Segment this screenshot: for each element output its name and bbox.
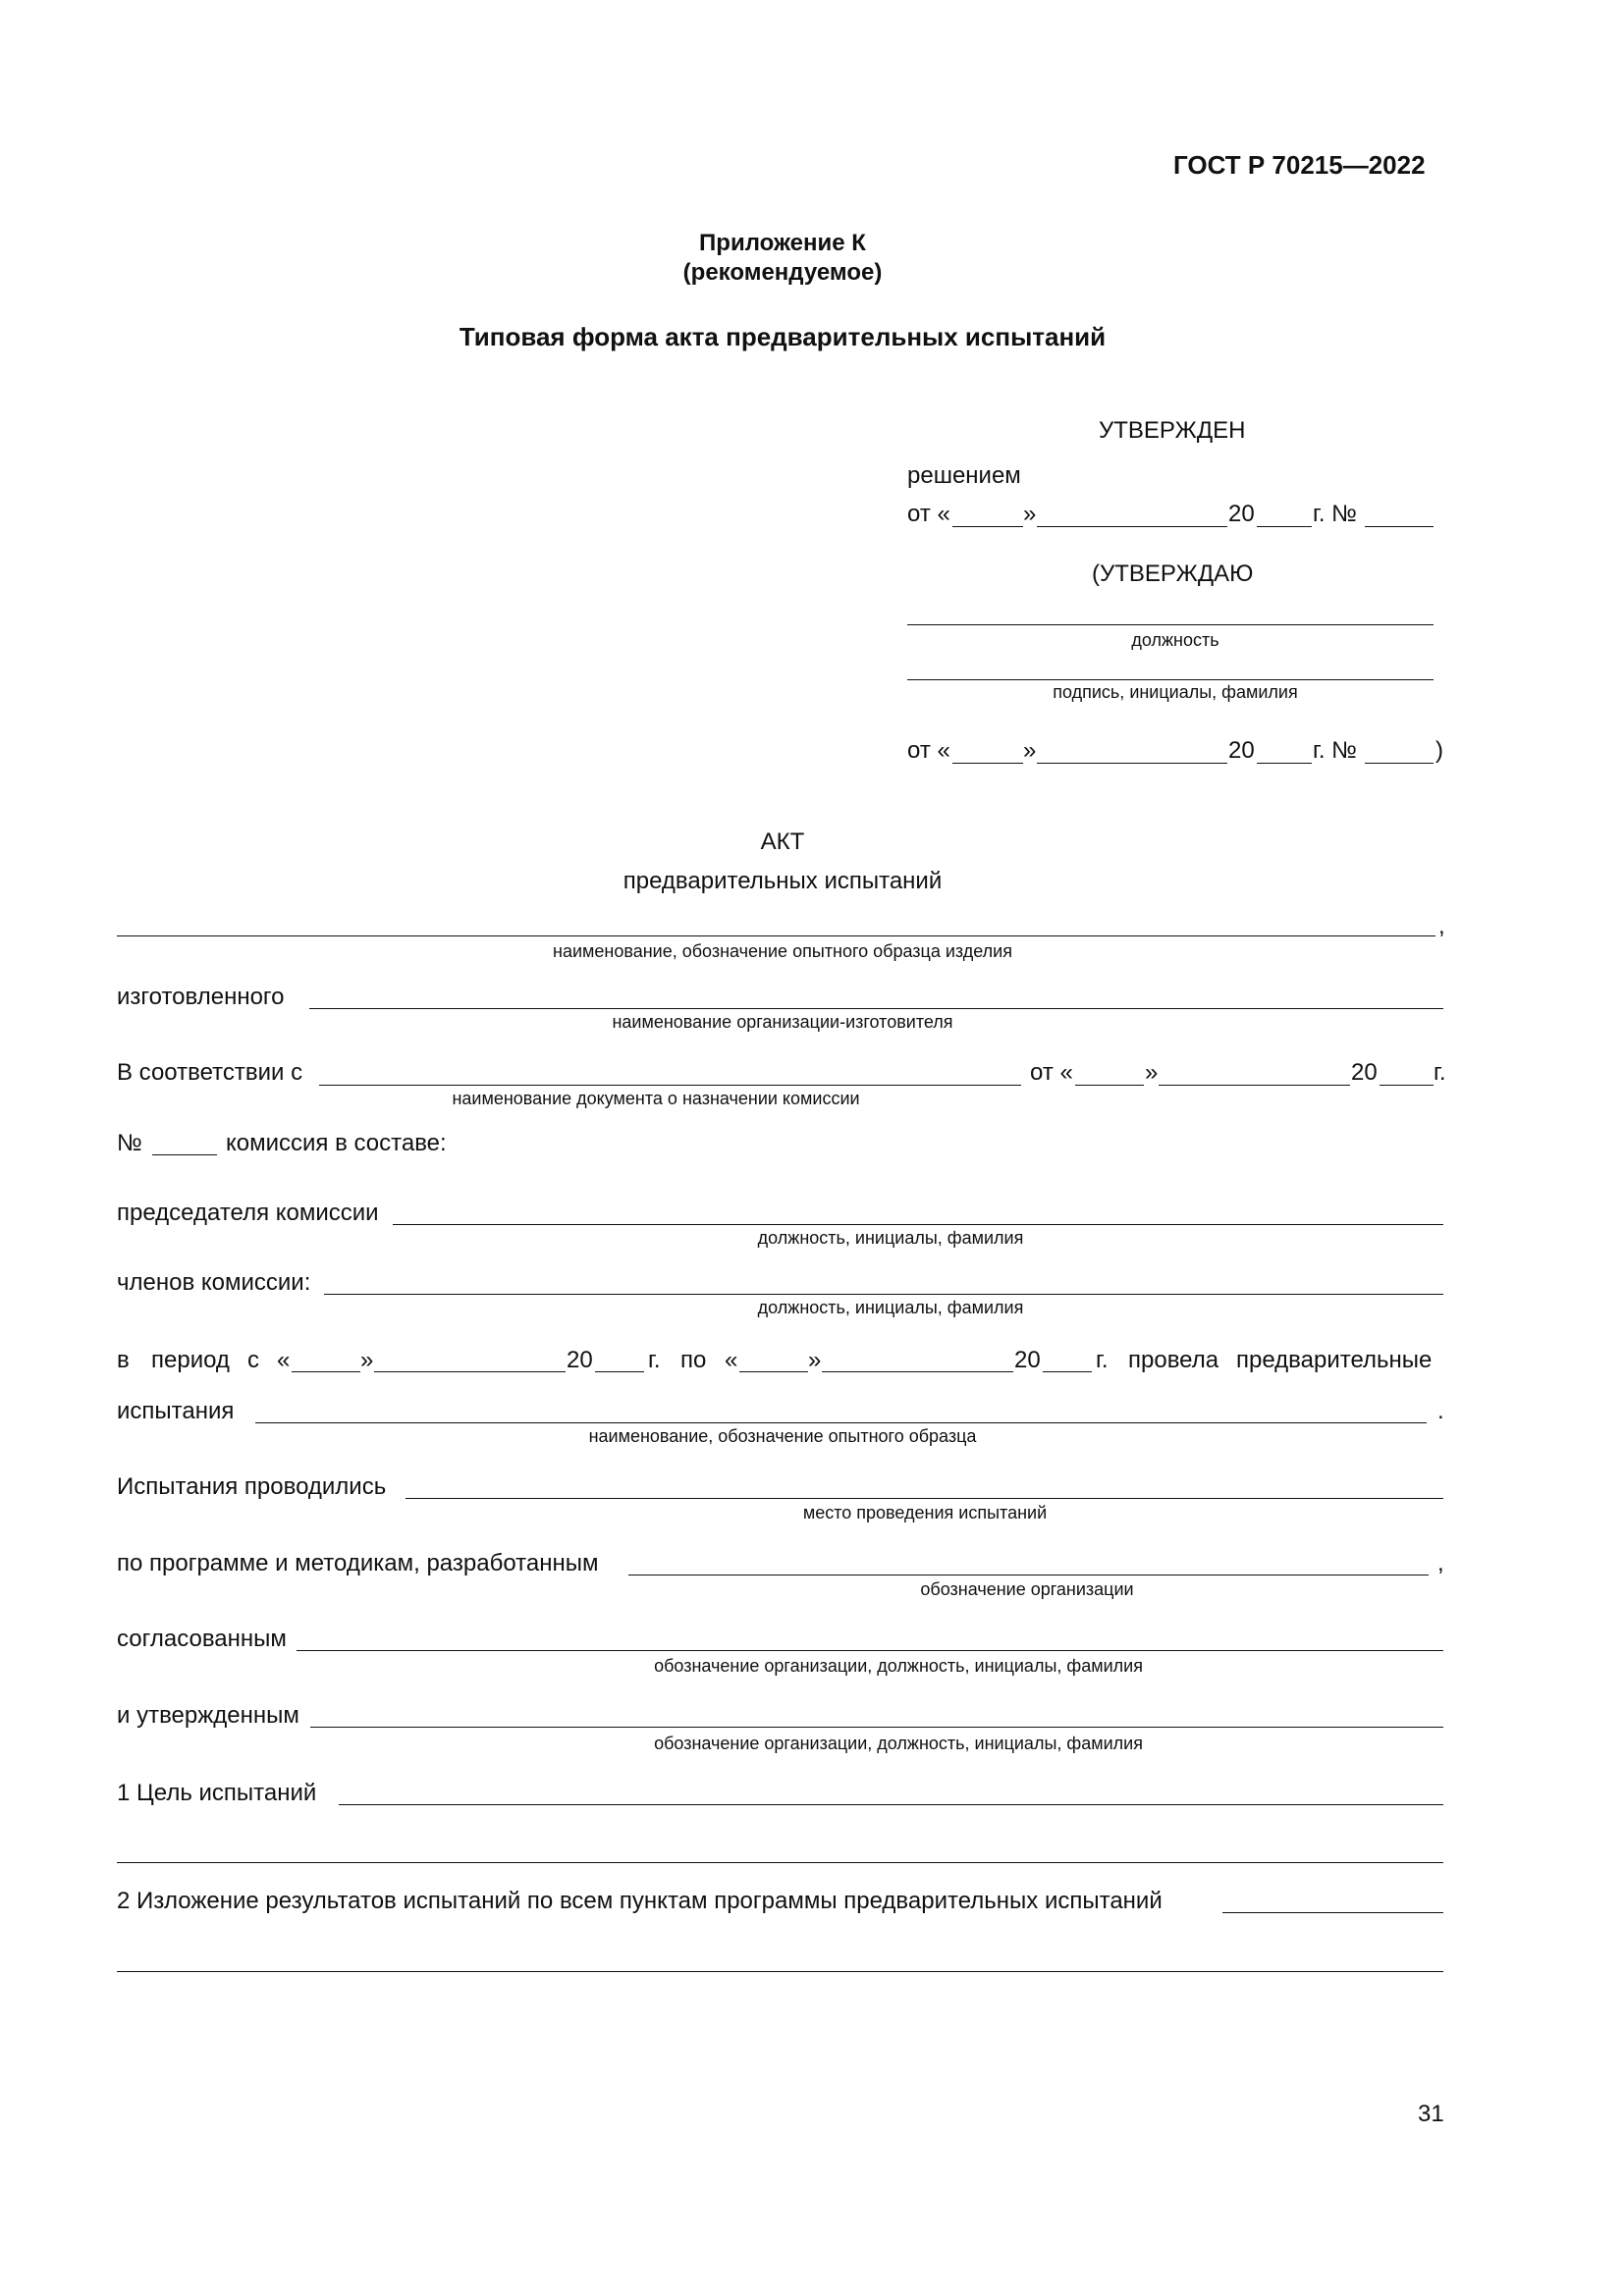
goal-field-continued[interactable] bbox=[117, 1862, 1443, 1863]
doc-date-from-label: от « bbox=[1030, 1059, 1073, 1086]
doc-year-suffix: г. bbox=[1434, 1059, 1446, 1086]
program-comma: , bbox=[1437, 1550, 1444, 1576]
order-number-field[interactable] bbox=[1365, 763, 1434, 764]
position-caption: должность bbox=[1131, 630, 1219, 650]
manufacturer-caption: наименование организации-изготовителя bbox=[612, 1012, 953, 1032]
according-label: В соответствии с bbox=[117, 1059, 303, 1086]
results-label: 2 Изложение результатов испытаний по всем пунктам программы предварительных испытаний bbox=[117, 1888, 1163, 1914]
year-field-2[interactable] bbox=[1257, 763, 1312, 764]
commission-label: комиссия в составе: bbox=[226, 1130, 447, 1156]
period-quote-open-2: « bbox=[725, 1347, 738, 1373]
year-suffix: г. № bbox=[1313, 501, 1357, 527]
results-field-continued[interactable] bbox=[117, 1971, 1443, 1972]
period-word-v: в bbox=[117, 1347, 130, 1373]
test-place-caption: место проведения испытаний bbox=[802, 1503, 1048, 1522]
goal-field[interactable] bbox=[339, 1804, 1443, 1805]
results-field[interactable] bbox=[1222, 1912, 1443, 1913]
sample-name-caption: наименование, обозначение опытного образца изделия bbox=[553, 941, 1012, 961]
standard-designation: ГОСТ Р 70215—2022 bbox=[1173, 150, 1426, 180]
decision-number-field[interactable] bbox=[1365, 526, 1434, 527]
period-year-suffix-2: г. bbox=[1096, 1347, 1109, 1373]
program-org-caption: обозначение организации bbox=[920, 1579, 1134, 1599]
period-word-preliminary: предварительные bbox=[1236, 1347, 1433, 1373]
annex-title: Приложение К bbox=[699, 230, 866, 256]
agreed-caption: обозначение организации, должность, инициалы, фамилия bbox=[654, 1656, 1143, 1676]
signature-field[interactable] bbox=[907, 679, 1434, 680]
quote-close: » bbox=[1023, 501, 1037, 527]
sample-name-field[interactable] bbox=[117, 935, 1435, 936]
by-decision-label: решением bbox=[907, 462, 1021, 489]
approved-field[interactable] bbox=[310, 1727, 1443, 1728]
date-from-label: от « bbox=[907, 501, 950, 527]
doc-quote-close: » bbox=[1145, 1059, 1159, 1086]
period-word-po: по bbox=[680, 1347, 707, 1373]
tested-sample-caption: наименование, обозначение опытного образца bbox=[588, 1426, 977, 1446]
approve-alt-label: (УТВЕРЖДАЮ bbox=[1092, 561, 1254, 587]
comma: , bbox=[1438, 913, 1445, 939]
doc-year-prefix: 20 bbox=[1351, 1059, 1378, 1086]
manufactured-label: изготовленного bbox=[117, 984, 285, 1010]
act-title: АКТ bbox=[760, 828, 805, 855]
period-quote-open-1: « bbox=[277, 1347, 291, 1373]
tested-sample-field[interactable] bbox=[255, 1422, 1427, 1423]
period-word-s: с bbox=[247, 1347, 259, 1373]
year-prefix: 20 bbox=[1228, 501, 1255, 527]
manufacturer-field[interactable] bbox=[309, 1008, 1443, 1009]
start-day-field[interactable] bbox=[292, 1371, 360, 1372]
goal-label: 1 Цель испытаний bbox=[117, 1780, 317, 1806]
agreed-label: согласованным bbox=[117, 1626, 287, 1652]
commission-document-caption: наименование документа о назначении комиссии bbox=[452, 1089, 860, 1108]
members-caption: должность, инициалы, фамилия bbox=[757, 1298, 1024, 1317]
period-word-provela: провела bbox=[1128, 1347, 1219, 1373]
chairman-caption: должность, инициалы, фамилия bbox=[757, 1228, 1024, 1248]
period-mark: . bbox=[1437, 1398, 1444, 1424]
tests-label: испытания bbox=[117, 1398, 235, 1424]
page-number: 31 bbox=[1418, 2101, 1444, 2127]
commission-document-field[interactable] bbox=[319, 1085, 1021, 1086]
members-field[interactable] bbox=[324, 1294, 1443, 1295]
closing-paren: ) bbox=[1435, 737, 1443, 764]
period-year-prefix-1: 20 bbox=[567, 1347, 593, 1373]
month-field[interactable] bbox=[1037, 526, 1227, 527]
end-month-field[interactable] bbox=[822, 1371, 1013, 1372]
form-title: Типовая форма акта предварительных испытаний bbox=[459, 322, 1107, 351]
end-year-field[interactable] bbox=[1043, 1371, 1092, 1372]
month-field-2[interactable] bbox=[1037, 763, 1227, 764]
signature-caption: подпись, инициалы, фамилия bbox=[1053, 682, 1298, 702]
doc-month-field[interactable] bbox=[1159, 1085, 1350, 1086]
year-prefix-2: 20 bbox=[1228, 737, 1255, 764]
day-field-2[interactable] bbox=[952, 763, 1023, 764]
approved-label: УТВЕРЖДЕН bbox=[1099, 417, 1246, 444]
period-word-period: период bbox=[151, 1347, 230, 1373]
chairman-label: председателя комиссии bbox=[117, 1200, 379, 1226]
doc-number-field[interactable] bbox=[152, 1154, 217, 1155]
start-year-field[interactable] bbox=[595, 1371, 644, 1372]
number-label: № bbox=[117, 1130, 142, 1156]
year-suffix-2: г. № bbox=[1313, 737, 1357, 764]
chairman-field[interactable] bbox=[393, 1224, 1443, 1225]
act-subtitle: предварительных испытаний bbox=[623, 868, 943, 894]
annex-status: (рекомендуемое) bbox=[682, 259, 883, 286]
end-day-field[interactable] bbox=[739, 1371, 808, 1372]
period-year-suffix-1: г. bbox=[648, 1347, 661, 1373]
doc-year-field[interactable] bbox=[1380, 1085, 1434, 1086]
conducted-label: Испытания проводились bbox=[117, 1473, 387, 1500]
agreed-field[interactable] bbox=[297, 1650, 1443, 1651]
day-field[interactable] bbox=[952, 526, 1023, 527]
year-field[interactable] bbox=[1257, 526, 1312, 527]
approved-by-label: и утвержденным bbox=[117, 1702, 299, 1729]
members-label: членов комиссии: bbox=[117, 1269, 311, 1296]
period-quote-close-1: » bbox=[360, 1347, 374, 1373]
position-field[interactable] bbox=[907, 624, 1434, 625]
doc-day-field[interactable] bbox=[1075, 1085, 1144, 1086]
test-place-field[interactable] bbox=[406, 1498, 1443, 1499]
start-month-field[interactable] bbox=[374, 1371, 566, 1372]
approved-caption: обозначение организации, должность, инициалы, фамилия bbox=[654, 1734, 1143, 1753]
program-label: по программе и методикам, разработанным bbox=[117, 1550, 599, 1576]
date-from-label-2: от « bbox=[907, 737, 950, 764]
period-year-prefix-2: 20 bbox=[1014, 1347, 1041, 1373]
quote-close-2: » bbox=[1023, 737, 1037, 764]
period-quote-close-2: » bbox=[808, 1347, 822, 1373]
